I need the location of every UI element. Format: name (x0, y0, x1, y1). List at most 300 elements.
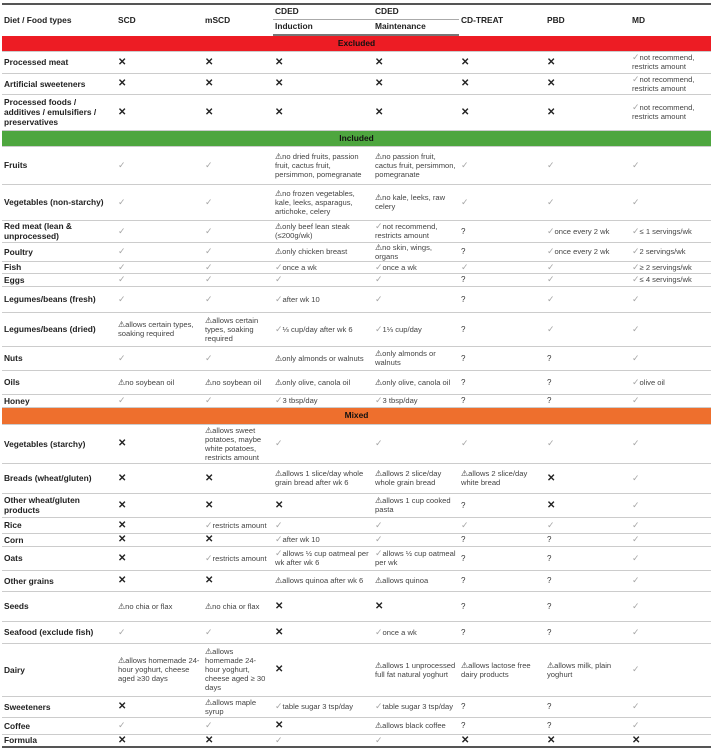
table-row (2, 312, 711, 346)
cross-icon: ✕ (547, 56, 556, 68)
table-cell (459, 546, 545, 570)
table-cell (459, 261, 545, 273)
table-cell (630, 717, 711, 734)
cell-note: once every 2 wk (554, 226, 610, 236)
cross-icon: ✕ (275, 600, 284, 612)
cell-note: allows 1 unprocessed full fat natural yoghurt (375, 660, 456, 679)
table-cell (203, 591, 273, 621)
table-cell (545, 734, 630, 747)
check-icon: ✓ (632, 534, 640, 544)
table-cell (630, 184, 711, 220)
cross-icon: ✕ (375, 78, 384, 89)
cross-icon: ✕ (118, 106, 127, 118)
cell-note: allows 1 cup cooked pasta (375, 496, 451, 514)
cell-note: only almonds or walnuts (282, 353, 364, 363)
warning-icon: ⚠ (118, 656, 126, 665)
table-cell (116, 734, 203, 747)
table-row (2, 286, 711, 312)
header-cded-induction-group: CDED (273, 4, 373, 19)
table-cell (116, 546, 203, 570)
cross-icon: ✕ (461, 734, 470, 746)
table-cell (373, 146, 459, 184)
table-cell (273, 696, 373, 717)
table-cell (630, 242, 711, 261)
check-icon: ✓ (275, 261, 283, 272)
check-icon: ✓ (632, 52, 640, 62)
check-icon: ✓ (275, 274, 283, 284)
table-cell (459, 146, 545, 184)
table-cell (630, 220, 711, 242)
table-cell (545, 242, 630, 261)
table-row (2, 517, 711, 533)
table-cell (116, 370, 203, 394)
table-row (2, 184, 711, 220)
cross-icon: ✕ (461, 106, 470, 118)
check-icon: ✓ (205, 246, 213, 256)
check-icon: ✓ (461, 519, 469, 530)
table-cell (373, 517, 459, 533)
table-cell (545, 286, 630, 312)
cell-note: allows lactose free dairy products (461, 660, 531, 679)
food-type-label: Coffee (2, 717, 116, 734)
cell-note: ≥ 2 servings/wk (639, 262, 692, 272)
check-icon: ✓ (205, 196, 213, 207)
table-cell (459, 533, 545, 546)
table-cell (630, 734, 711, 747)
table-cell (203, 312, 273, 346)
cell-note: once a wk (382, 262, 417, 272)
table-cell (459, 621, 545, 643)
table-cell (373, 220, 459, 242)
warning-icon: ⚠ (205, 647, 213, 656)
question-mark-icon: ? (547, 601, 552, 611)
diet-comparison-table (2, 3, 711, 748)
check-icon: ✓ (547, 438, 555, 448)
warning-icon: ⚠ (118, 377, 126, 387)
table-cell (203, 533, 273, 546)
table-cell (116, 424, 203, 463)
cell-note: only olive, canola oil (382, 377, 451, 387)
check-icon: ✓ (632, 575, 640, 585)
table-row (2, 493, 711, 517)
table-cell (545, 261, 630, 273)
table-row (2, 621, 711, 643)
table-cell (630, 517, 711, 533)
table-cell (459, 717, 545, 734)
table-row (2, 734, 711, 747)
table-cell (203, 220, 273, 242)
table-cell (203, 734, 273, 747)
cell-note: only almonds or walnuts (375, 349, 436, 367)
table-cell (203, 242, 273, 261)
cell-note: allows homemade 24-hour yoghurt, cheese aged ≥ 30 days (205, 647, 266, 692)
table-cell (545, 570, 630, 591)
table-cell (545, 94, 630, 130)
cell-note: allows 1 slice/day whole grain bread after wk 6 (275, 469, 364, 487)
cross-icon: ✕ (461, 56, 470, 68)
cell-note: 1⅓ cup/day (382, 324, 422, 334)
question-mark-icon: ? (461, 721, 466, 730)
table-cell (545, 73, 630, 94)
table-row (2, 220, 711, 242)
cell-note: 3 tbsp/day (382, 396, 418, 405)
food-type-label: Fish (2, 261, 116, 273)
cross-icon: ✕ (205, 78, 214, 89)
table-cell (545, 424, 630, 463)
check-icon: ✓ (632, 73, 640, 84)
table-cell (545, 591, 630, 621)
warning-icon: ⚠ (375, 377, 383, 387)
table-cell (116, 717, 203, 734)
table-cell (630, 312, 711, 346)
check-icon: ✓ (547, 519, 555, 530)
table-cell (459, 734, 545, 747)
question-mark-icon: ? (461, 377, 466, 387)
check-icon: ✓ (547, 196, 555, 207)
table-cell (116, 286, 203, 312)
check-icon: ✓ (375, 323, 383, 334)
table-cell (545, 717, 630, 734)
cross-icon: ✕ (118, 56, 127, 68)
section-title: Included (2, 130, 711, 146)
table-cell (116, 463, 203, 493)
table-row (2, 570, 711, 591)
table-cell (116, 261, 203, 273)
warning-icon: ⚠ (205, 315, 213, 325)
cross-icon: ✕ (118, 499, 127, 511)
table-cell (273, 463, 373, 493)
cross-icon: ✕ (118, 534, 127, 545)
table-cell (273, 517, 373, 533)
table-cell (630, 570, 711, 591)
cell-note: no dried fruits, passion fruit, cactus fruit, persimmon, pomegranate (275, 151, 362, 179)
table-cell (273, 220, 373, 242)
food-type-label: Seeds (2, 591, 116, 621)
question-mark-icon: ? (547, 377, 552, 387)
table-cell (545, 273, 630, 286)
food-type-label: Sweeteners (2, 696, 116, 717)
table-row (2, 463, 711, 493)
table-row (2, 696, 711, 717)
question-mark-icon: ? (461, 294, 466, 304)
table-cell (630, 394, 711, 407)
check-icon: ✓ (375, 221, 383, 231)
cell-note: no passion fruit, cactus fruit, persimmon, pomegranate (375, 151, 456, 179)
check-icon: ✓ (118, 225, 126, 236)
check-icon: ✓ (547, 246, 555, 256)
table-cell (459, 312, 545, 346)
check-icon: ✓ (632, 519, 640, 530)
table-cell (459, 220, 545, 242)
table-cell (545, 696, 630, 717)
table-cell (459, 591, 545, 621)
check-icon: ✓ (375, 519, 383, 530)
cell-note: no soybean oil (125, 377, 175, 387)
warning-icon: ⚠ (118, 601, 126, 611)
cross-icon: ✕ (205, 499, 214, 511)
table-cell (545, 394, 630, 407)
table-cell (116, 394, 203, 407)
question-mark-icon: ? (547, 576, 552, 585)
table-row (2, 346, 711, 370)
check-icon: ✓ (632, 600, 640, 611)
warning-icon: ⚠ (547, 660, 555, 670)
section-title: Excluded (2, 35, 711, 51)
question-mark-icon: ? (547, 396, 552, 405)
cell-note: allows certain types, soaking required (205, 315, 259, 343)
table-cell (203, 73, 273, 94)
check-icon: ✓ (632, 395, 640, 405)
cross-icon: ✕ (118, 575, 127, 586)
table-cell (116, 346, 203, 370)
cell-note: 3 tbsp/day (282, 396, 318, 405)
table-row (2, 546, 711, 570)
table-cell (116, 51, 203, 73)
table-row (2, 261, 711, 273)
table-cell (630, 51, 711, 73)
cell-note: no frozen vegetables, kale, leeks, asparagus, artichoke, celery (275, 188, 355, 216)
check-icon: ✓ (632, 293, 640, 304)
table-cell (545, 533, 630, 546)
cross-icon: ✕ (547, 734, 556, 746)
cross-icon: ✕ (632, 734, 641, 746)
table-cell (545, 370, 630, 394)
table-cell (273, 591, 373, 621)
table-cell (545, 493, 630, 517)
table-cell (116, 621, 203, 643)
check-icon: ✓ (375, 261, 383, 272)
food-type-label: Dairy (2, 643, 116, 696)
table-cell (630, 261, 711, 273)
warning-icon: ⚠ (275, 151, 283, 161)
cross-icon: ✕ (118, 472, 127, 484)
question-mark-icon: ? (461, 247, 466, 256)
food-type-label: Vegetables (non-starchy) (2, 184, 116, 220)
check-icon: ✓ (547, 274, 555, 284)
warning-icon: ⚠ (461, 469, 469, 478)
food-type-label: Fruits (2, 146, 116, 184)
cross-icon: ✕ (275, 499, 284, 511)
cell-note: not recommend, restricts amount (632, 74, 695, 93)
check-icon: ✓ (118, 293, 126, 304)
check-icon: ✓ (375, 734, 383, 745)
check-icon: ✓ (275, 734, 283, 745)
check-icon: ✓ (547, 323, 555, 334)
table-cell (459, 242, 545, 261)
food-type-label: Processed foods / additives / emulsifiers / preservatives (2, 94, 116, 130)
warning-icon: ⚠ (375, 151, 383, 161)
table-cell (373, 73, 459, 94)
cell-note: after wk 10 (282, 535, 320, 544)
food-type-label: Formula (2, 734, 116, 747)
check-icon: ✓ (205, 293, 213, 304)
check-icon: ✓ (205, 274, 213, 284)
check-icon: ✓ (375, 293, 383, 304)
check-icon: ✓ (632, 438, 640, 448)
table-cell (116, 242, 203, 261)
table-cell (273, 94, 373, 130)
cell-note: once a wk (382, 627, 417, 637)
warning-icon: ⚠ (205, 697, 213, 707)
table-cell (459, 696, 545, 717)
food-type-label: Other wheat/gluten products (2, 493, 116, 517)
cell-note: allows certain types, soaking required (118, 320, 194, 338)
cell-note: no kale, leeks, raw celery (375, 193, 446, 211)
check-icon: ✓ (632, 552, 640, 563)
table-row (2, 643, 711, 696)
check-icon: ✓ (205, 261, 213, 272)
cell-note: allows ½ cup oatmeal per wk after wk 6 (275, 549, 369, 567)
question-mark-icon: ? (547, 353, 552, 363)
cross-icon: ✕ (118, 519, 127, 531)
cross-icon: ✕ (205, 734, 214, 746)
table-cell (273, 394, 373, 407)
check-icon: ✓ (632, 246, 640, 256)
table-cell (545, 312, 630, 346)
cell-note: restricts amount (212, 553, 267, 563)
table-cell (373, 546, 459, 570)
check-icon: ✓ (547, 293, 555, 304)
food-type-label: Vegetables (starchy) (2, 424, 116, 463)
check-icon: ✓ (632, 159, 640, 170)
table-cell (273, 424, 373, 463)
header-cd-treat: CD-TREAT (459, 4, 545, 35)
table-row (2, 533, 711, 546)
question-mark-icon: ? (461, 627, 466, 637)
table-cell (273, 286, 373, 312)
check-icon: ✓ (632, 472, 640, 483)
table-cell (203, 463, 273, 493)
table-cell (373, 591, 459, 621)
table-cell (116, 73, 203, 94)
section-band-excluded (2, 35, 711, 51)
question-mark-icon: ? (547, 553, 552, 563)
cross-icon: ✕ (205, 56, 214, 68)
check-icon: ✓ (275, 519, 283, 530)
check-icon: ✓ (632, 701, 640, 711)
cross-icon: ✕ (275, 626, 284, 638)
check-icon: ✓ (632, 323, 640, 334)
table-cell (273, 734, 373, 747)
table-cell (273, 51, 373, 73)
check-icon: ✓ (205, 225, 213, 236)
table-cell (273, 643, 373, 696)
table-cell (116, 643, 203, 696)
table-cell (459, 370, 545, 394)
table-cell (630, 286, 711, 312)
table-cell (459, 517, 545, 533)
warning-icon: ⚠ (275, 469, 283, 478)
table-cell (373, 312, 459, 346)
table-cell (116, 493, 203, 517)
warning-icon: ⚠ (275, 188, 283, 198)
cell-note: allows black coffee (382, 721, 446, 730)
table-cell (459, 463, 545, 493)
table-cell (116, 184, 203, 220)
warning-icon: ⚠ (275, 576, 283, 585)
table-cell (459, 570, 545, 591)
table-cell (373, 643, 459, 696)
table-cell (273, 546, 373, 570)
cell-note: ≤ 1 servings/wk (639, 226, 692, 236)
table-row (2, 591, 711, 621)
table-cell (203, 696, 273, 717)
section-title: Mixed (2, 407, 711, 424)
food-type-label: Processed meat (2, 51, 116, 73)
check-icon: ✓ (547, 261, 555, 272)
cross-icon: ✕ (118, 438, 127, 449)
check-icon: ✓ (547, 159, 555, 170)
table-row (2, 94, 711, 130)
table-cell (203, 424, 273, 463)
table-cell (273, 717, 373, 734)
table-row (2, 394, 711, 407)
table-cell (203, 273, 273, 286)
question-mark-icon: ? (461, 500, 466, 510)
check-icon: ✓ (275, 534, 283, 544)
check-icon: ✓ (118, 395, 126, 405)
cell-note: allows 2 slice/day whole grain bread (375, 469, 442, 487)
check-icon: ✓ (632, 274, 640, 284)
warning-icon: ⚠ (275, 353, 283, 363)
table-cell (630, 94, 711, 130)
table-row (2, 370, 711, 394)
table-cell (630, 370, 711, 394)
cell-note: table sugar 3 tsp/day (282, 702, 354, 711)
table-cell (459, 184, 545, 220)
header-mscd: mSCD (203, 4, 273, 35)
table-cell (630, 643, 711, 696)
warning-icon: ⚠ (275, 222, 283, 231)
table-cell (273, 73, 373, 94)
cross-icon: ✕ (275, 78, 284, 89)
cross-icon: ✕ (118, 552, 127, 564)
check-icon: ✓ (118, 274, 126, 284)
table-body (2, 35, 711, 747)
table-cell (273, 346, 373, 370)
table-cell (203, 184, 273, 220)
cross-icon: ✕ (547, 472, 556, 484)
table-cell (373, 493, 459, 517)
cell-note: not recommend, restricts amount (632, 53, 695, 71)
warning-icon: ⚠ (375, 242, 383, 252)
cell-note: allows quinoa (382, 576, 429, 585)
cross-icon: ✕ (547, 499, 556, 511)
question-mark-icon: ? (547, 627, 552, 637)
header-induction: Induction (273, 19, 373, 35)
table-cell (373, 184, 459, 220)
food-type-label: Artificial sweeteners (2, 73, 116, 94)
warning-icon: ⚠ (118, 320, 126, 329)
check-icon: ✓ (461, 438, 469, 448)
warning-icon: ⚠ (375, 660, 383, 670)
question-mark-icon: ? (461, 324, 466, 334)
table-cell (373, 424, 459, 463)
table-cell (545, 517, 630, 533)
table-cell (116, 591, 203, 621)
cross-icon: ✕ (205, 534, 214, 545)
warning-icon: ⚠ (375, 193, 383, 202)
question-mark-icon: ? (461, 226, 466, 236)
cell-note: not recommend, restricts amount (375, 222, 438, 240)
header-diet: Diet / Food types (2, 4, 116, 35)
question-mark-icon: ? (461, 353, 466, 363)
table-cell (630, 73, 711, 94)
table-cell (630, 493, 711, 517)
food-type-label: Breads (wheat/gluten) (2, 463, 116, 493)
table-row (2, 424, 711, 463)
question-mark-icon: ? (547, 721, 552, 730)
